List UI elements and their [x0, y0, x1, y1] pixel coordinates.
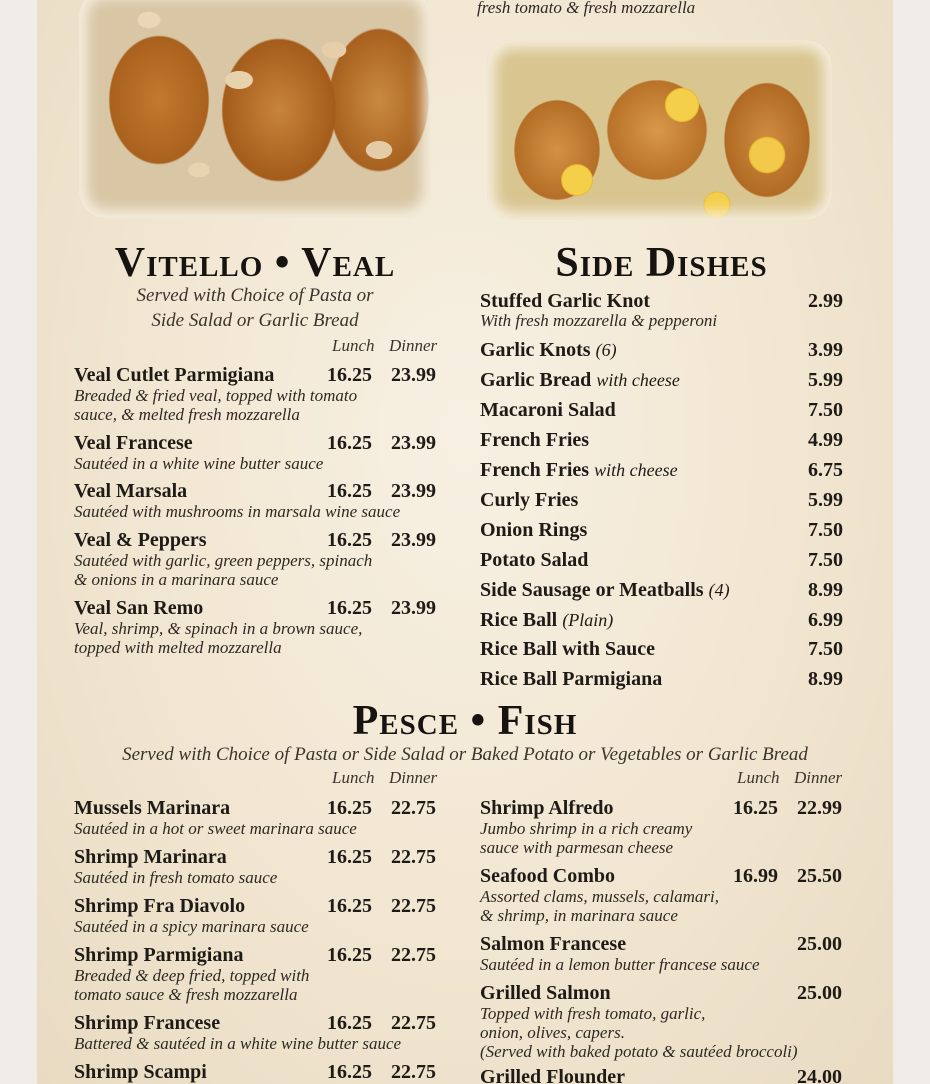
menu-item-name: Veal & Peppers [74, 529, 207, 551]
lunch-price: 16.25 [327, 895, 372, 917]
side-dish-name: French Fries [480, 429, 590, 451]
dinner-price: 22.75 [391, 1061, 436, 1083]
dinner-price: 25.50 [797, 865, 842, 887]
menu-item-description: Sautéed with mushrooms in marsala wine sauce [74, 502, 401, 521]
side-dish-note: (4) [708, 580, 730, 600]
menu-item-name: Grilled Flounder [480, 1066, 625, 1084]
side-dish-name: French Fries [480, 459, 590, 481]
side-dish-price: 5.99 [808, 369, 843, 391]
menu-item-name: Veal Francese [74, 432, 193, 454]
menu-item-name: Veal Marsala [74, 480, 188, 502]
side-dish-name: Garlic Bread [480, 369, 592, 391]
side-dishes-title: Side Dishes [555, 240, 768, 286]
lunch-price: 16.25 [733, 797, 778, 819]
lunch-price: 16.25 [327, 364, 372, 386]
dinner-price: 23.99 [391, 597, 436, 619]
menu-item-description: Sautéed with garlic, green peppers, spinach & onions in a marinara sauce [74, 551, 373, 589]
side-dish-row [480, 397, 843, 423]
side-dish-name: Rice Ball Parmigiana [480, 668, 663, 690]
menu-item-description: Battered & sautéed in a white wine butter sauce [74, 1034, 402, 1053]
side-dish-row [480, 487, 843, 513]
side-dish-price: 3.99 [808, 339, 843, 361]
dinner-price: 23.99 [391, 364, 436, 386]
lunch-price: 16.25 [327, 432, 372, 454]
lunch-price: 16.25 [327, 1061, 372, 1083]
lunch-price: 16.99 [733, 865, 778, 887]
side-dish-row [480, 577, 843, 603]
side-dish-row [480, 636, 843, 662]
veal-dinner-header: Dinner [389, 336, 438, 355]
veal-section-title: Vitello • Veal [114, 240, 396, 286]
side-dish-name: Side Sausage or Meatballs [480, 579, 704, 601]
side-dish-note: with cheese [594, 460, 678, 480]
francese-dish-photo [487, 40, 832, 220]
dinner-price: 22.75 [391, 797, 436, 819]
lunch-price: 16.25 [327, 846, 372, 868]
side-dish-price: 5.99 [808, 489, 843, 511]
menu-item [480, 1066, 625, 1084]
fish-right-lunch-header: Lunch [737, 768, 780, 787]
fish-left-lunch-header: Lunch [332, 768, 375, 787]
menu-item-name: Salmon Francese [480, 933, 627, 955]
menu-item-description: Veal, shrimp, & spinach in a brown sauce, topped with melted mozzarella [74, 619, 363, 657]
menu-item-description: Topped with fresh tomato, garlic, onion, olives, capers. (Served with baked potato & sautéed broccoli) [480, 1004, 798, 1061]
menu-item-description: Assorted clams, mussels, calamari, & shrimp, in marinara sauce [480, 887, 719, 925]
menu-item [480, 982, 798, 1061]
side-dish-price: 2.99 [808, 290, 843, 312]
menu-item-name: Veal Cutlet Parmigiana [74, 364, 275, 386]
lunch-price: 16.25 [327, 797, 372, 819]
dinner-price: 23.99 [391, 432, 436, 454]
lunch-price: 16.25 [327, 529, 372, 551]
menu-item-name: Shrimp Alfredo [480, 797, 614, 819]
side-dish-price: 8.99 [808, 668, 843, 690]
side-dish-note: with cheese [596, 370, 680, 390]
menu-item-name: Shrimp Parmigiana [74, 944, 244, 966]
lunch-price: 16.25 [327, 944, 372, 966]
side-dish-price: 4.99 [808, 429, 843, 451]
side-dish-price: 6.75 [808, 459, 843, 481]
side-dish-price: 6.99 [808, 609, 843, 631]
side-dish-description: With fresh mozzarella & pepperoni [480, 311, 718, 330]
side-dish-name: Rice Ball with Sauce [480, 638, 655, 660]
dinner-price: 23.99 [391, 480, 436, 502]
dinner-price: 23.99 [391, 529, 436, 551]
menu-item-name: Grilled Salmon [480, 982, 611, 1004]
menu-item-description: Sautéed in a spicy marinara sauce [74, 917, 309, 936]
side-dish-price: 8.99 [808, 579, 843, 601]
menu-item-description: Breaded & deep fried, topped with tomato sauce & fresh mozzarella [74, 966, 310, 1004]
side-dish-price: 7.50 [808, 519, 843, 541]
side-dish-price: 7.50 [808, 549, 843, 571]
veal-dish-photo [79, 0, 431, 218]
menu-item-name: Shrimp Scampi [74, 1061, 207, 1083]
lunch-price: 16.25 [327, 597, 372, 619]
fish-section-title: Pesce • Fish [352, 698, 578, 744]
dinner-price: 22.99 [797, 797, 842, 819]
side-dish-row [480, 427, 843, 453]
menu-item-description: Sautéed in fresh tomato sauce [74, 868, 278, 887]
side-dish-row [480, 457, 843, 483]
menu-item-name: Shrimp Francese [74, 1012, 221, 1034]
dinner-price: 25.00 [797, 933, 842, 955]
menu-item [480, 933, 760, 974]
side-dish-price: 7.50 [808, 638, 843, 660]
menu-item-name: Veal San Remo [74, 597, 204, 619]
side-dish-name: Garlic Knots [480, 339, 591, 361]
dinner-price: 22.75 [391, 895, 436, 917]
veal-subtitle-line-2: Side Salad or Garlic Bread [151, 310, 359, 331]
side-dish-row [480, 547, 843, 573]
side-dish-note: (Plain) [562, 610, 614, 630]
side-dish-row [480, 367, 843, 393]
dinner-price: 25.00 [797, 982, 842, 1004]
side-dish-name: Potato Salad [480, 549, 589, 571]
menu-item [74, 1061, 207, 1083]
veal-subtitle-line-1: Served with Choice of Pasta or [136, 285, 374, 306]
menu-item-name: Mussels Marinara [74, 797, 231, 819]
dinner-price: 22.75 [391, 1012, 436, 1034]
menu-item [74, 944, 309, 1004]
side-dish-name: Macaroni Salad [480, 399, 616, 421]
fish-subtitle: Served with Choice of Pasta or Side Salad or Baked Potato or Vegetables or Garlic Bread [122, 744, 808, 765]
menu-item [74, 895, 309, 936]
dinner-price: 22.75 [391, 944, 436, 966]
side-dish-row [480, 337, 843, 363]
side-dish-name: Stuffed Garlic Knot [480, 290, 650, 312]
menu-page [37, 0, 893, 1084]
menu-item-description: Sautéed in a hot or sweet marinara sauce [74, 819, 357, 838]
veal-lunch-header: Lunch [332, 336, 375, 355]
menu-item-description: Breaded & fried veal, topped with tomato sauce, & melted fresh mozzarella [74, 386, 358, 424]
dinner-price: 22.75 [391, 846, 436, 868]
fish-right-dinner-header: Dinner [794, 768, 843, 787]
side-dish-name: Rice Ball [480, 609, 558, 631]
menu-item-name: Seafood Combo [480, 865, 616, 887]
menu-item-name: Shrimp Marinara [74, 846, 227, 868]
side-dish-note: (6) [595, 340, 617, 360]
top-fragment-text: fresh tomato & fresh mozzarella [477, 0, 696, 17]
side-dish-name: Onion Rings [480, 519, 588, 541]
lunch-price: 16.25 [327, 480, 372, 502]
side-dish-row [480, 666, 843, 692]
fish-left-dinner-header: Dinner [389, 768, 438, 787]
side-dish-row [480, 607, 843, 633]
menu-item [480, 865, 719, 925]
menu-item [480, 797, 692, 857]
side-dish-name: Curly Fries [480, 489, 579, 511]
menu-item-description: Sautéed in a lemon butter francese sauce [480, 955, 760, 974]
side-dish-row [480, 517, 843, 543]
menu-item-description: Sautéed in a white wine butter sauce [74, 454, 324, 473]
dinner-price: 24.00 [797, 1066, 842, 1084]
menu-item [74, 432, 323, 473]
menu-item-description: Jumbo shrimp in a rich creamy sauce with parmesan cheese [480, 819, 693, 857]
lunch-price: 16.25 [327, 1012, 372, 1034]
side-dish-price: 7.50 [808, 399, 843, 421]
menu-item [74, 846, 277, 887]
menu-item-name: Shrimp Fra Diavolo [74, 895, 246, 917]
